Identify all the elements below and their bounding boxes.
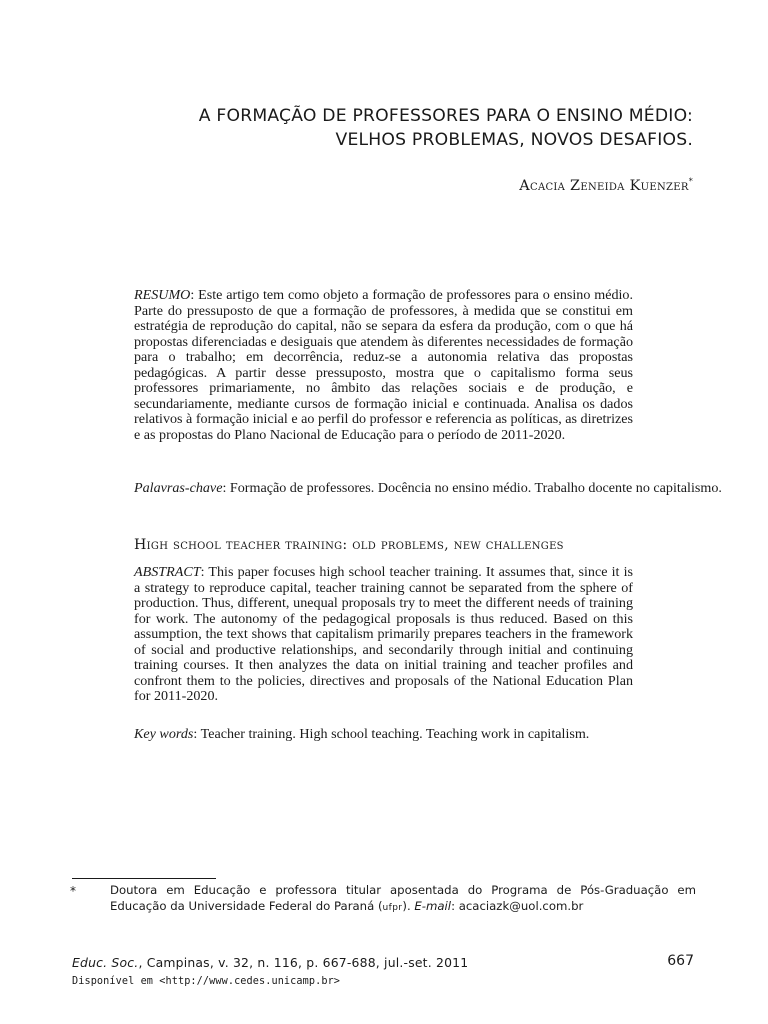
- abstract-text: This paper focuses high school teacher training. It assumes that, since it is a strategy to reproduce capital, teacher training cannot be separated from the sphere of production. Thus, different, unequal proposals try to meet the different needs of training for work. The autonomy of the pedagogical proposals is thus reduced. Based on this assumption, the text shows that capitalism primarily prepares teachers in the framework of social and productive relationships, and secondarily through initial and continuing training courses. It then analyzes the data on initial training and teacher profiles and confront them to the policies, directives and proposals of the National Education Plan for 2011-2020.: [134, 564, 633, 704]
- journal-name: Educ. Soc.: [72, 955, 139, 970]
- keywords-label: Key words: [134, 726, 194, 742]
- palavras-chave-text: Formação de professores. Docência no ensino médio. Trabalho docente no capitalismo.: [229, 480, 722, 496]
- resumo-paragraph: RESUMO: Este artigo tem como objeto a formação de professores para o ensino médio. Parte do pressuposto de que a formação de professores, à medida que se constitui em estratégia de reprodução do capital, não se separa da esfera da produção, com o que há propostas diferenciadas e desiguais que atendem às diferentes necessidades de formação para o trabalho; em decorrência, reduz-se a autonomia relativa das propostas pedagógicas. A partir desse pressuposto, mostra que o capitalismo forma seus professores primariamente, no âmbito das relações sociais e de produção, e secundariamente, mediante cursos de formação inicial e continuada. Analisa os dados relativos à formação inicial e ao perfil do professor e referencia as políticas, as diretrizes e as propostas do Plano Nacional de Educação para o período de 2011-2020.: [134, 287, 633, 443]
- journal-citation: Educ. Soc., Campinas, v. 32, n. 116, p. 667-688, jul.-set. 2011: [72, 955, 469, 970]
- author-footnote: Doutora em Educação e professora titular aposentada do Programa de Pós-Graduação em Educação da Universidade Federal do Paraná (ufpr). E-mail: acaciazk@uol.com.br: [110, 883, 696, 913]
- abstract-paragraph: ABSTRACT: This paper focuses high school teacher training. It assumes that, since it is a strategy to reproduce capital, teacher training cannot be separated from the sphere of production. Thus, different, unequal proposals try to meet the different needs of training for work. The autonomy of the pedagogical proposals is thus reduced. Based on this assumption, the text shows that capitalism primarily prepares teachers in the framework of social and productive relationships, and secondarily through initial and continuing training courses. It then analyzes the data on initial training and teacher profiles and confront them to the policies, directives and proposals of the National Education Plan for 2011-2020.: [134, 564, 633, 704]
- article-title: [120, 104, 693, 152]
- page-number: 667: [667, 953, 694, 969]
- footnote-email-label: E-mail: [414, 899, 452, 913]
- english-title: High school teacher training: old problems, new challenges: [134, 537, 564, 553]
- footnote-text-after: ).: [402, 899, 415, 913]
- resumo-text: Este artigo tem como objeto a formação de professores para o ensino médio. Parte do pressuposto de que a formação de professores, à medida que se constitui em estratégia de reprodução do capital, não se separa da esfera da produção, com o que há propostas diferenciadas e desiguais que atendem às diferentes necessidades de formação para o trabalho; em decorrência, reduz-se a autonomia relativa das propostas pedagógicas. A partir desse pressuposto, mostra que o capitalismo forma seus professores primariamente, no âmbito das relações sociais e de produção, e secundariamente, mediante cursos de formação inicial e continuada. Analisa os dados relativos à formação inicial e ao perfil do professor e referencia as políticas, as diretrizes e as propostas do Plano Nacional de Educação para o período de 2011-2020.: [134, 287, 633, 443]
- availability-link: Disponível em <http://www.cedes.unicamp.br>: [72, 976, 341, 987]
- author-name: [300, 177, 693, 194]
- footnote-email: acaciazk@uol.com.br: [458, 899, 584, 913]
- footnote-divider: [72, 878, 216, 879]
- palavras-chave-label: Palavras-chave: [134, 480, 223, 496]
- footnote-mark: *: [70, 884, 76, 898]
- title-line-1: A FORMAÇÃO DE PROFESSORES PARA O ENSINO MÉDIO:: [198, 106, 693, 126]
- abstract-label: ABSTRACT: [134, 564, 201, 580]
- footnote-institution-abbr: ufpr: [382, 903, 403, 913]
- title-line-2: VELHOS PROBLEMAS, NOVOS DESAFIOS.: [335, 130, 693, 150]
- keywords-paragraph: Key words: Teacher training. High school teaching. Teaching work in capitalism.: [134, 726, 590, 742]
- resumo-label: RESUMO: [134, 287, 191, 303]
- palavras-chave-paragraph: Palavras-chave: Formação de professores. Docência no ensino médio. Trabalho docente no capitalismo.: [134, 480, 722, 496]
- keywords-text: Teacher training. High school teaching. Teaching work in capitalism.: [200, 726, 590, 742]
- author-name-text: Acacia Zeneida Kuenzer: [519, 177, 689, 194]
- author-footnote-mark: *: [688, 177, 693, 186]
- journal-details: Campinas, v. 32, n. 116, p. 667-688, jul.-set. 2011: [146, 955, 469, 970]
- footnote-text-before: Doutora em Educação e professora titular aposentada do Programa de Pós-Graduação em Educação da Universidade Federal do Paraná (: [110, 883, 696, 913]
